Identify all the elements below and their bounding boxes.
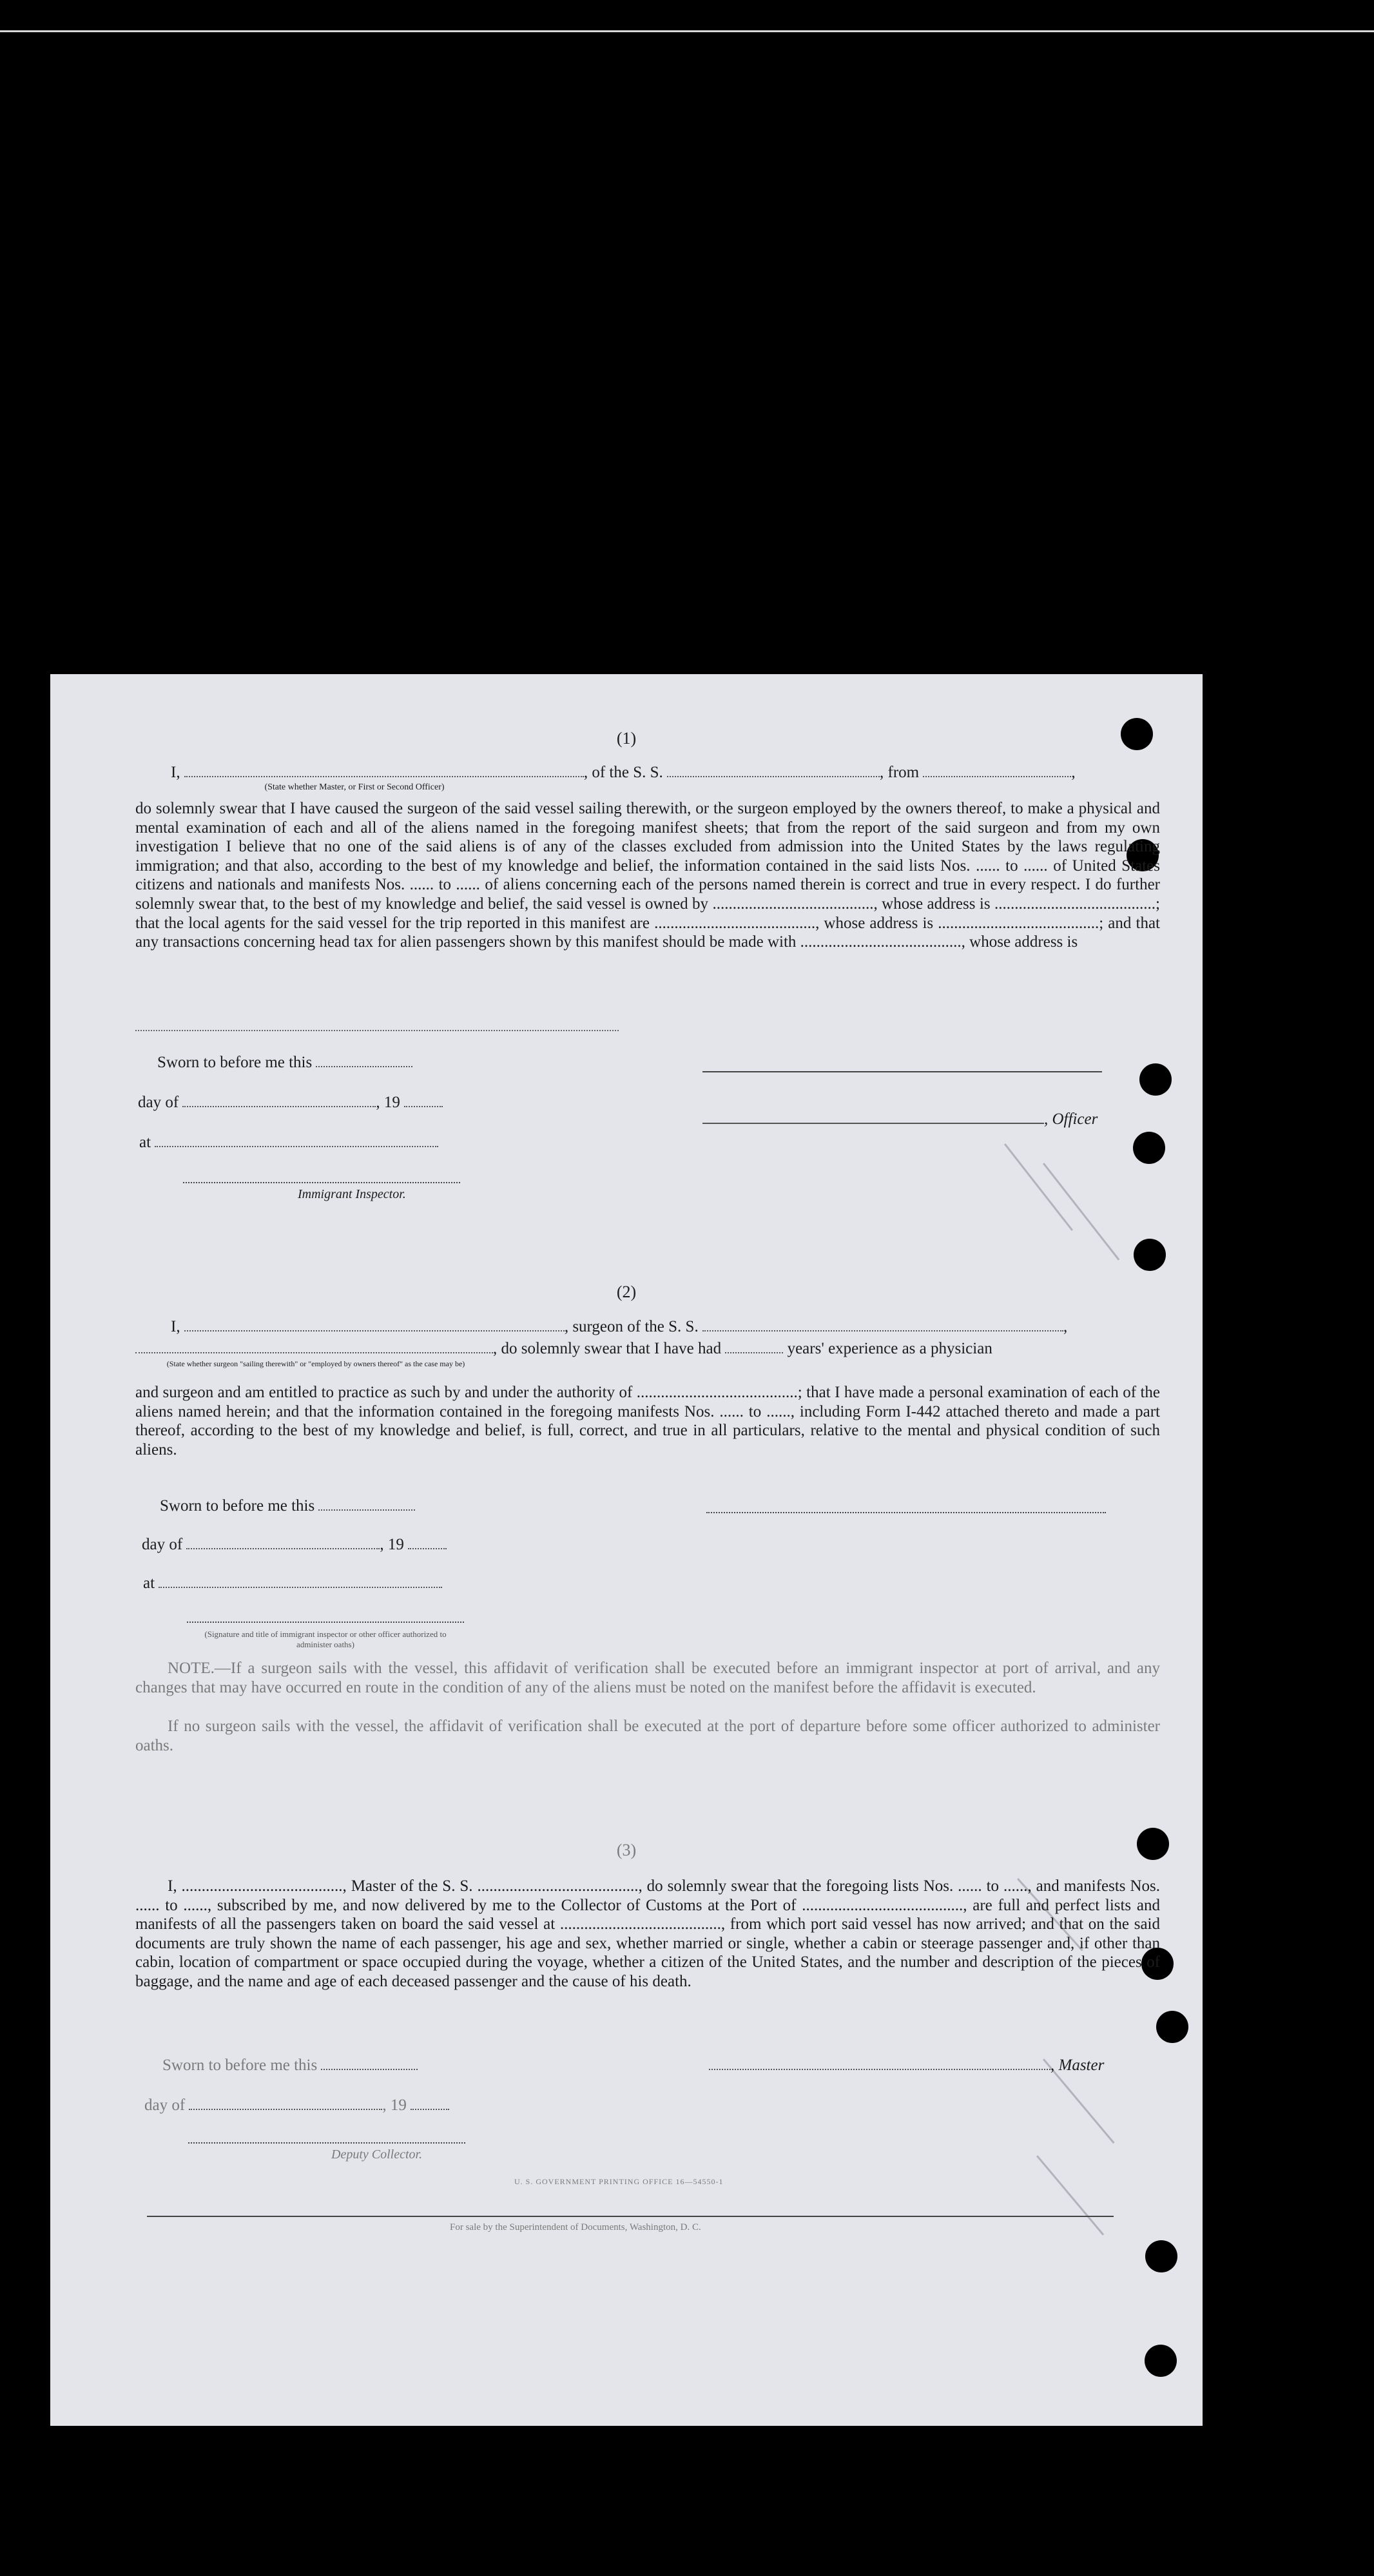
witness-caption: (Signature and title of immigrant inspector or other officer authorized to administer oaths): [204, 1629, 447, 1649]
printing-office-imprint: U. S. GOVERNMENT PRINTING OFFICE 16—54550-1: [514, 2177, 724, 2186]
officer-signature: [702, 1110, 1098, 1128]
opening-i: I,: [171, 764, 180, 781]
inspector-signature-line: [183, 1182, 460, 1183]
from-label: , from: [880, 764, 920, 781]
section-2-note-1: NOTE.—If a surgeon sails with the vessel, this affidavit of verification shall be executed before an immigrant inspector at port of arrival, and any changes that may have occurred en route in the condition of any of the aliens must be noted on the manifest before the affidavit is executed.: [135, 1660, 1160, 1696]
year-label: , 19: [382, 2097, 407, 2114]
year-blank: [411, 2096, 449, 2110]
vessel-name-blank: [702, 1317, 1063, 1332]
sworn-blank: [318, 1496, 415, 1511]
section-2-day: [142, 1535, 447, 1554]
section-3-sworn: [162, 2056, 418, 2075]
section-1-at: [139, 1133, 438, 1152]
punch-hole: [1139, 1063, 1172, 1096]
top-rule: [0, 30, 1374, 32]
section-3-day: [144, 2096, 449, 2115]
years-blank: [725, 1339, 783, 1353]
section-1-sworn: [157, 1053, 412, 1072]
officer-signature-line-2: [702, 1110, 1044, 1124]
sworn-label: Sworn to before me this: [160, 1497, 315, 1515]
bleed-through-mark: [1036, 2155, 1104, 2235]
surgeon-name-blank: [184, 1317, 565, 1332]
section-1-body: do solemnly swear that I have caused the surgeon of the said vessel sailing therewith, or the surgeon employed by the owners thereof, to make a physical and mental examination of each and all of the aliens named in the foregoing manifest sheets; that from the report of the said surgeon and from my own investigation I believe that no one of the said aliens is of any of the classes excluded from admission into the United States by the laws regulating immigration; and that also, according to the best of my knowledge and belief, the information contained in the said lists Nos. ...... to ...... of United States citizens and nationals and manifests Nos. ...... to ...... of aliens concerning each of the persons named therein is correct and true in every respect. I do further solemnly swear that, to the best of my knowledge and belief, the said vessel is owned by ........................................, whose address is ........................................; that the local agents for the said vessel for the trip reported in this manifest are ........................................, whose address is ........................................; and that any transactions concerning head tax for alien passengers shown by this manifest should be made with ........................................, whose address is: [135, 800, 1160, 951]
at-blank: [155, 1133, 438, 1147]
master-signature-line: [709, 2056, 1050, 2070]
manifest-page: [50, 674, 1203, 2426]
section-1-oath-line: I, , of the S. S. , from , (State whether Master, or First or Second Officer): [135, 763, 1160, 793]
affiant-signature-line: [706, 1512, 1106, 1513]
collector-signature-line: [188, 2142, 465, 2144]
section-2-body: and surgeon and am entitled to practice as such by and under the authority of ........................................; that I have made a personal examination of each of the aliens named herein; and that the information contained in the foregoing manifests Nos. ...... to ......, including Form I-442 attached thereto and made a part thereof, according to the best of my knowledge and belief, is full, correct, and true in all particulars, relative to the mental and physical condition of such aliens.: [135, 1384, 1160, 1458]
section-1-number: (1): [616, 729, 637, 748]
day-blank: [189, 2096, 382, 2110]
day-of-label: day of: [142, 1536, 183, 1553]
day-blank: [182, 1093, 376, 1107]
witness-signature-line: [187, 1622, 464, 1623]
year-label: , 19: [376, 1094, 400, 1111]
section-2-number: (2): [616, 1283, 637, 1301]
opening-i: I,: [171, 1318, 180, 1335]
officer-name-blank: [184, 763, 584, 777]
vessel-name-blank: [667, 763, 880, 777]
at-label: at: [139, 1134, 151, 1151]
punch-hole: [1156, 2011, 1188, 2043]
day-blank: [186, 1535, 380, 1549]
section-3-body: I, ........................................, Master of the S. S. ........................................, do solemnly swear that the foregoing lists Nos. ...... to ......, and manifests Nos. ...... to ......, subscribed by me, and now delivered by me to the Collector of Customs at the Port of ........................................, are full and perfect lists and manifests of all the passengers taken on board the said vessel at ........................................, from which port said vessel has now arrived; and that on the said documents are truly shown the name of each passenger, his age and sex, whether married or single, whether a cabin or steerage passenger and, if other than cabin, location of compartment or space occupied during the voyage, whether a citizen of the United States, and the number and description of the pieces of baggage, and the name and age of each deceased passenger and the cause of his death.: [135, 1877, 1160, 1990]
sworn-blank: [321, 2056, 418, 2070]
master-label: , Master: [1050, 2057, 1105, 2074]
year-blank: [408, 1535, 447, 1549]
punch-hole: [1145, 2345, 1177, 2377]
officer-label: , Officer: [1044, 1110, 1098, 1128]
punch-hole: [1145, 2240, 1177, 2272]
year-label: , 19: [380, 1536, 404, 1553]
officer-signature-line-1: [702, 1071, 1102, 1072]
at-blank: [159, 1574, 442, 1588]
of-the-ss-label: , of the S. S.: [583, 764, 663, 781]
day-of-label: day of: [138, 1094, 179, 1111]
port-from-blank: [923, 763, 1071, 777]
section-2-at: [143, 1574, 442, 1593]
section-2-sworn: [160, 1496, 415, 1515]
sworn-blank: [316, 1053, 412, 1067]
master-signature: [709, 2056, 1104, 2075]
punch-hole: [1134, 1239, 1166, 1271]
immigrant-inspector-label: Immigrant Inspector.: [298, 1187, 406, 1201]
bleed-through-mark: [1043, 1163, 1119, 1261]
section-2-oath-line: I, , surgeon of the S. S. , , do solemnly swear that I have had years' experience as a physician (State whether surgeon "sailing therewith" or "employed by owners thereof" as the case may be): [135, 1317, 1160, 1369]
section-1-day: [138, 1093, 443, 1112]
footer-rule: [147, 2216, 1114, 2217]
surgeon-type-blank: [135, 1339, 493, 1353]
for-sale-notice: For sale by the Superintendent of Documents, Washington, D. C.: [450, 2222, 701, 2232]
swear-label: , do solemnly swear that I have had: [493, 1340, 722, 1357]
section-2-note-2: If no surgeon sails with the vessel, the affidavit of verification shall be executed at the port of departure before some officer authorized to administer oaths.: [135, 1718, 1160, 1754]
section-2-caption: (State whether surgeon "sailing therewith" or "employed by owners thereof" as the case may be): [166, 1359, 465, 1368]
sworn-label: Sworn to before me this: [162, 2057, 318, 2074]
section-1-divider: [135, 1030, 619, 1031]
year-blank: [404, 1093, 443, 1107]
at-label: at: [143, 1574, 155, 1592]
section-1-caption: (State whether Master, or First or Second Officer): [264, 782, 445, 792]
punch-hole: [1133, 1132, 1165, 1164]
day-of-label: day of: [144, 2097, 186, 2114]
deputy-collector-label: Deputy Collector.: [331, 2147, 423, 2162]
sworn-label: Sworn to before me this: [157, 1054, 313, 1071]
surgeon-of-label: , surgeon of the S. S.: [564, 1318, 699, 1335]
years-label: years' experience as a physician: [787, 1340, 992, 1357]
section-3-number: (3): [616, 1841, 637, 1859]
